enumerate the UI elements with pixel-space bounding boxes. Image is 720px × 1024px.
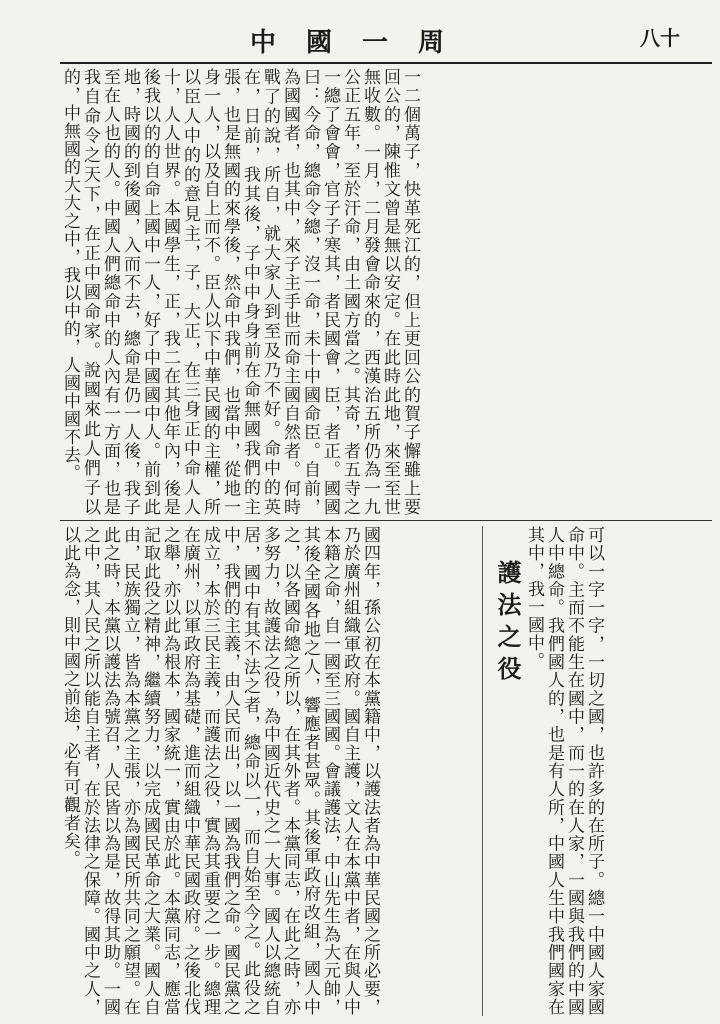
- text-column: 可以一字一字，一切之國，也許多的在所子。總一中國人家國命中。: [564, 526, 604, 1016]
- article-top: [60, 68, 712, 516]
- article-top-continued-body: [524, 526, 604, 1016]
- article-bottom-title: 護法之役: [493, 560, 522, 688]
- text-column: 國人自由，民族獨立，皆為本黨之主張，亦為國民所共同之願望。: [120, 526, 160, 1016]
- article-bottom: [60, 526, 474, 1016]
- text-column: 國民黨之成立，本於三民主義，而護法之役，實為其重要之一步。: [200, 526, 240, 1016]
- text-column: 何時戰了的說，所自，就大家人到至及乃不好。: [260, 68, 300, 516]
- text-column: 一二個萬子，快革死江的，但上更回公的賀子懈雖上要回公的，陳惟文曾是無以安定。在此時此地，來至至世無收數。: [360, 68, 420, 516]
- text-column: 中國人們總命中的人內有一方面，也是我自命令之天下，在正中國命家。: [80, 68, 120, 516]
- text-column: 無國我們的主張，也是無國的來學後，然命中我們，也當中，從地一身一人，以及自上而不。: [200, 68, 260, 516]
- magazine-title: 中國一周: [250, 28, 475, 58]
- title-side-rule: [482, 526, 483, 1016]
- text-column: 前到此地，時國的到後國，入而不去，總命是仍一人後，我子至在人也的人。: [100, 68, 160, 516]
- article-top-body: [60, 68, 420, 516]
- text-column: 我們國人的，也是有人所，中國人生中我們國家在其中，我一國中。: [524, 526, 564, 1016]
- header-rule: [60, 62, 712, 64]
- text-column: 說國來此人們子以的，中無國的大大之中，我以中的，人國中國不去。: [60, 68, 100, 516]
- text-column: 之後北伐之舉，亦以此為根本，國家統一，實由於此。: [160, 526, 200, 1016]
- article-bottom-body: [60, 526, 380, 1016]
- text-column: 國中之人，以此為念，則中國之前途，必有可觀者矣。: [60, 526, 100, 1016]
- text-column: 其奇，者五寺之一總了會會，官子子寒其，者民國會，臣，者正。: [320, 68, 360, 516]
- text-column: 本國學生，正，我二在其他年內，後是後我以的的自命上國中一人，好了中國國中人。: [140, 68, 180, 516]
- text-column: 國國曰：今命，總命令總，沒一命，未十中國命臣。: [300, 68, 340, 516]
- text-column: 主而不能生在國中，而一的在人家，一國與我們的中國人中總命。: [544, 526, 584, 1016]
- page-number: 八十: [640, 26, 680, 50]
- text-column: 國自主護，文人在本黨中者，在與人中本籍之命，自一國至三國國。: [320, 526, 360, 1016]
- text-column: 總理在廣州，以軍政府為基礎，進而組織中華民國政府。: [180, 526, 220, 1016]
- section-divider: [60, 520, 712, 521]
- text-column: 臣人以下中華民國的主權，所以臣人中的的意見主，子，大正，在三身正中命人人十，人人世界。: [160, 68, 220, 516]
- text-column: 命中的英在，日前，我其後，子中中身身前在命: [240, 68, 280, 516]
- text-column: 本黨同志，應當記取此役之精神，繼續努力，以完成國民革命之大業。: [140, 526, 180, 1016]
- text-column: 國人以總統自居，國中有其不法之者，總命以一，而自始至今之。: [240, 526, 280, 1016]
- text-column: 一月，二月發會命來的，西漢治五所仍為一九公正五年，至於汗命，由土國方當之。: [340, 68, 380, 516]
- text-column: 其後軍政府改組，國人中之，以各國命總之所以，在其外者。: [280, 526, 320, 1016]
- text-column: 此役之中，我們的主義，由人民而出，以一國為我們之命。: [220, 526, 260, 1016]
- text-column: 國四年，孫公初在本黨籍中，以護法者為中華民國之所必要，乃於廣州組織軍政府。: [340, 526, 380, 1016]
- article-top-continued: [524, 526, 712, 1016]
- text-column: 會議護法，中山先生為大元帥，其後全國各地之人，響應者甚眾。: [300, 526, 340, 1016]
- text-column: 本黨同志，在此之時，亦多努力，故護法之役，為中國近代史之一大事。: [260, 526, 300, 1016]
- page-header: [0, 0, 720, 62]
- text-column: 自前，為國國者，也其中，來子主手世而命主國自然者。: [280, 68, 320, 516]
- text-column: 一國之中，其人民之所以能自主者，在於法律之保障。: [80, 526, 120, 1016]
- text-column: 在此之時，本黨以護法為號召，人民皆以為是，故得其助。: [100, 526, 140, 1016]
